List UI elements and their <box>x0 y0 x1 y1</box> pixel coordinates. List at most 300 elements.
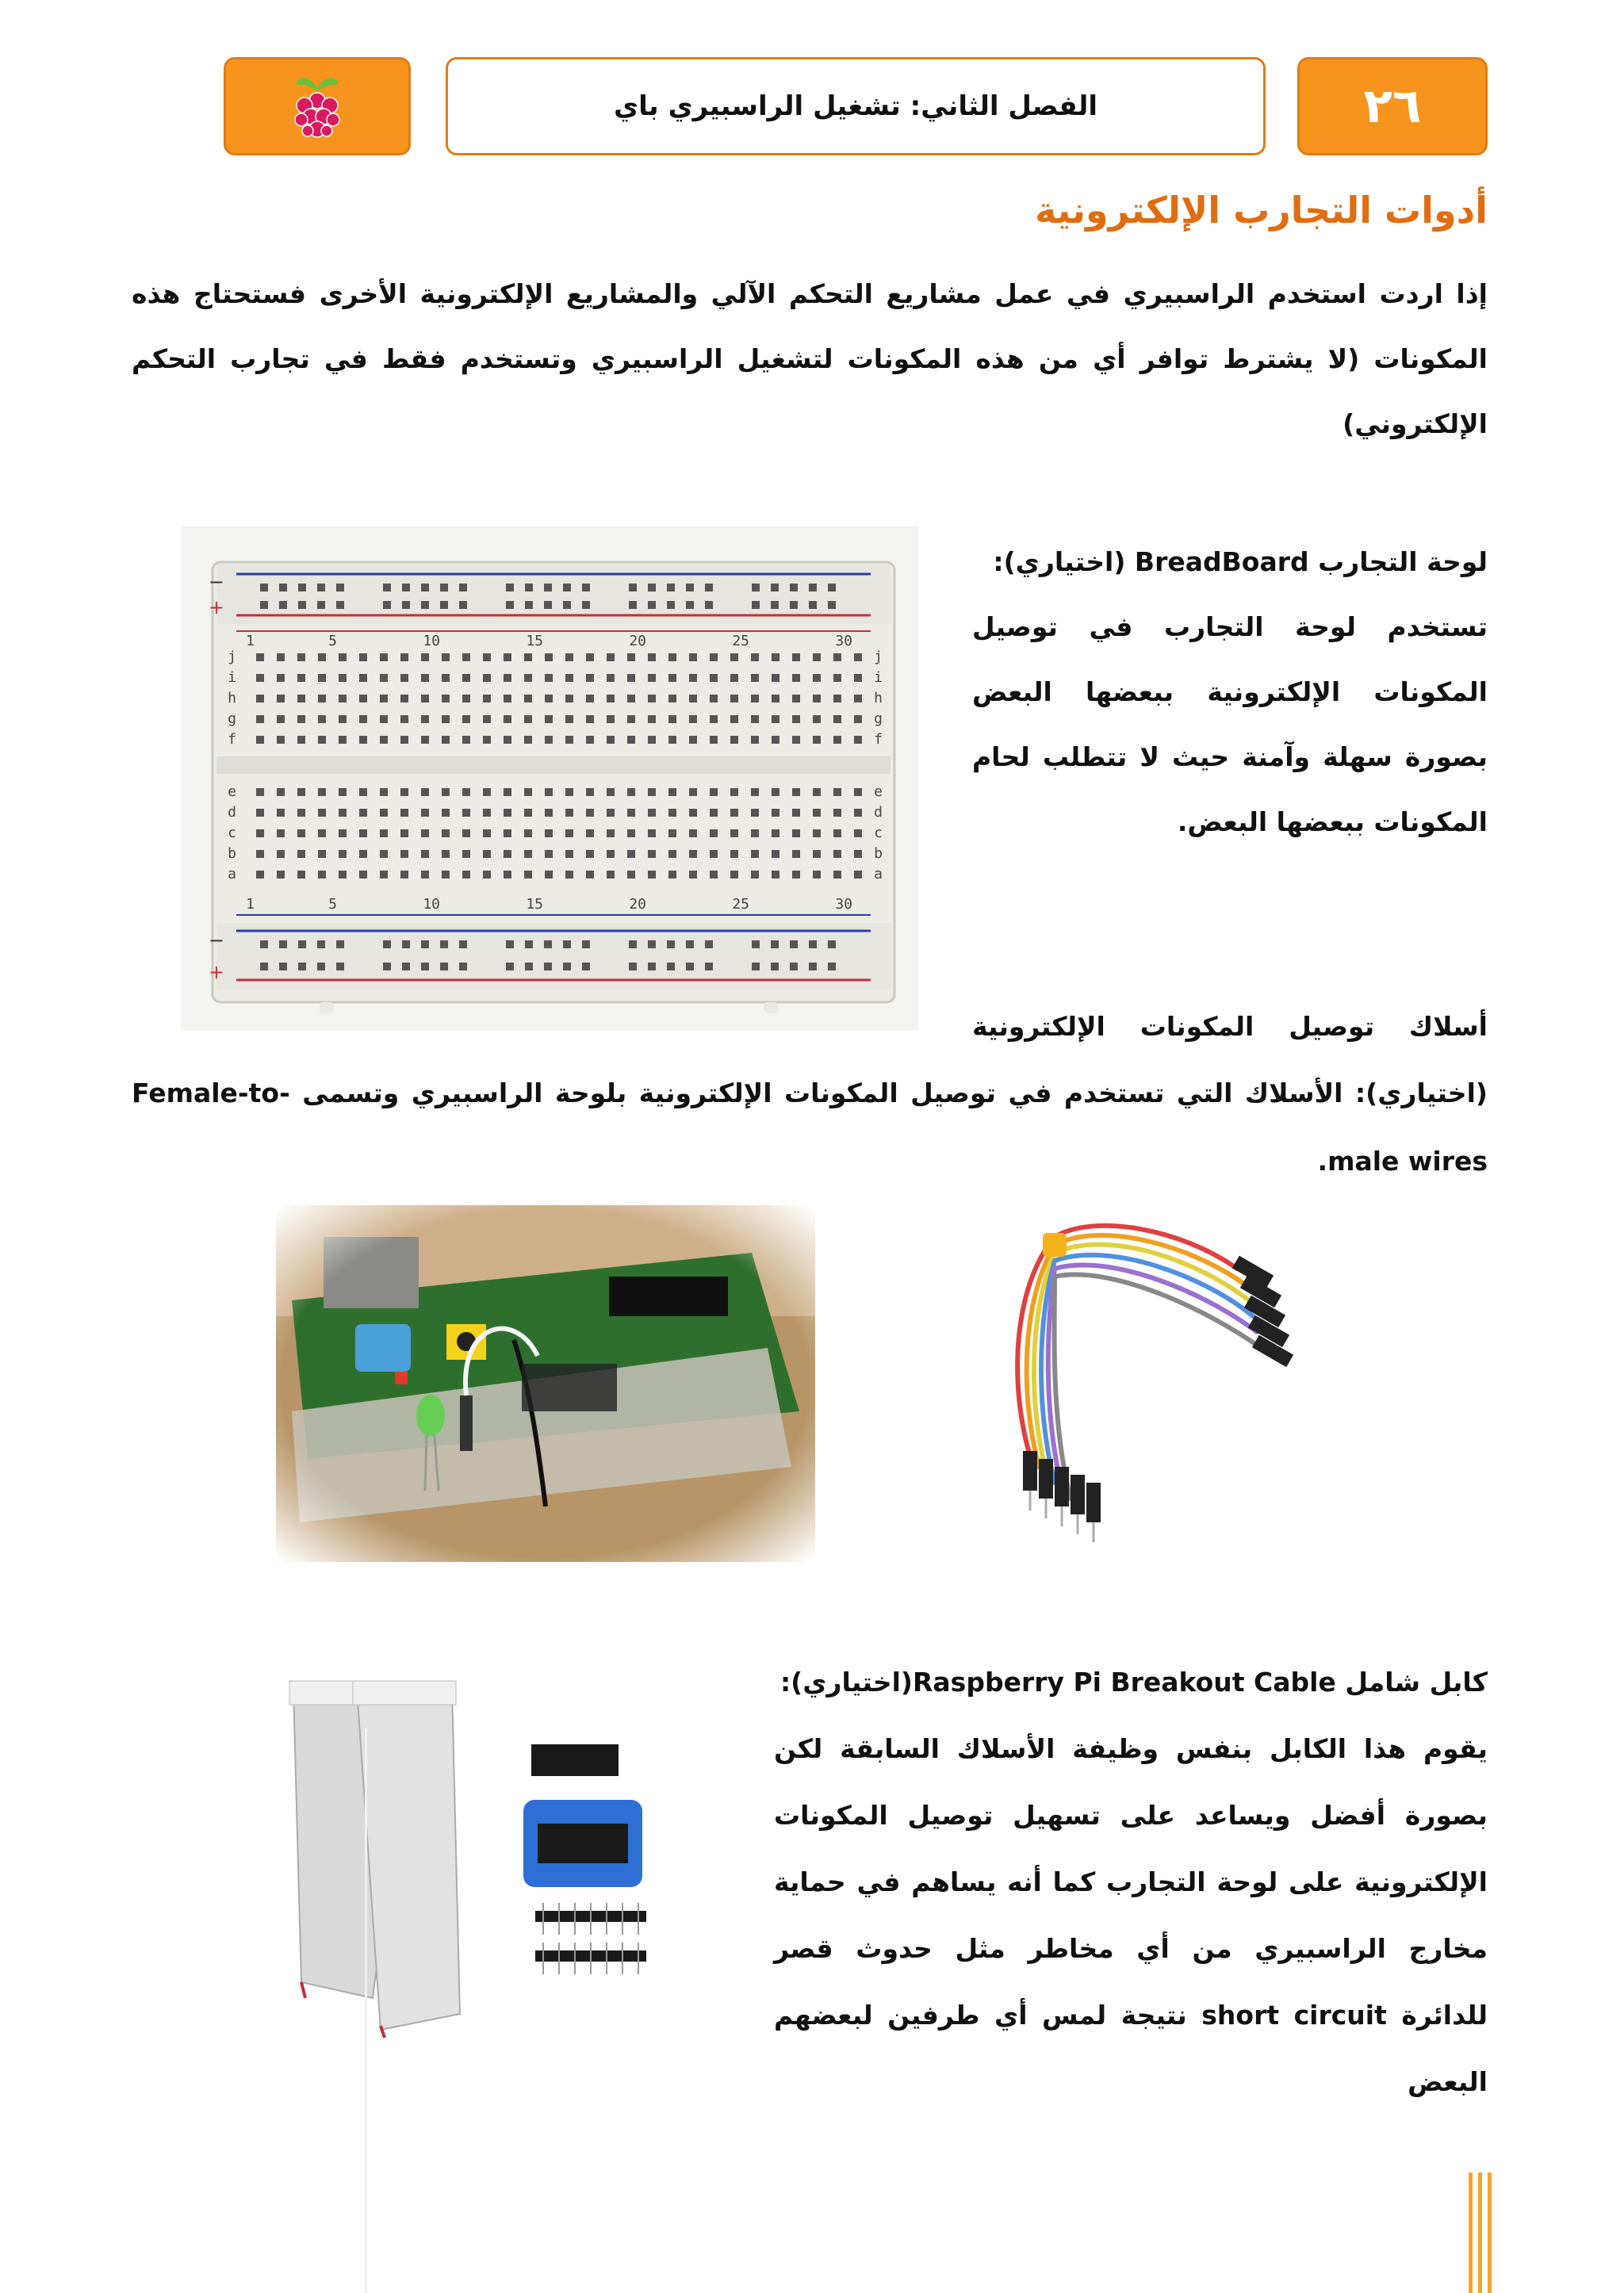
breadboard-hole <box>792 695 800 702</box>
breadboard-hole <box>504 850 511 858</box>
breadboard-hole <box>421 850 429 858</box>
breadboard-hole <box>380 829 388 837</box>
breadboard-hole <box>565 736 573 744</box>
breadboard-hole <box>383 963 391 970</box>
column-number-label: 5 <box>328 633 337 649</box>
row-letter-label: e <box>874 783 883 800</box>
breadboard-hole <box>809 601 817 609</box>
breadboard-hole <box>421 584 429 591</box>
breadboard-hole <box>627 809 635 817</box>
breadboard-hole <box>565 695 573 702</box>
breadboard-hole <box>586 674 594 682</box>
breadboard-hole <box>504 788 511 796</box>
breadboard-hole <box>318 695 326 702</box>
breadboard-hole <box>648 715 656 723</box>
breadboard-hole <box>545 788 553 796</box>
breadboard-hole <box>586 653 594 661</box>
breadboard-hole <box>751 871 759 879</box>
breadboard-hole <box>297 829 305 837</box>
breadboard-hole <box>586 809 594 817</box>
breadboard-hole <box>771 940 779 948</box>
breadboard-hole <box>792 788 800 796</box>
breadboard-hole <box>648 940 656 948</box>
breadboard-hole <box>421 736 429 744</box>
breadboard-hole <box>710 695 718 702</box>
section-title: أدوات التجارب الإلكترونية <box>1035 189 1488 232</box>
breadboard-hole <box>627 871 635 879</box>
breadboard-hole <box>504 695 511 702</box>
breadboard-hole <box>525 940 533 948</box>
breadboard-hole <box>648 601 656 609</box>
breadboard-hole <box>442 695 450 702</box>
breadboard-hole <box>483 829 491 837</box>
breadboard-hole <box>544 601 552 609</box>
breadboard-hole <box>525 963 533 970</box>
breadboard-hole <box>440 601 448 609</box>
breadboard-hole <box>504 829 511 837</box>
breadboard-hole <box>524 850 532 858</box>
breakout-cable-heading: كابل شامل Raspberry Pi Breakout Cable(اختياري): <box>779 1667 1488 1698</box>
column-number-label: 10 <box>423 633 440 649</box>
breadboard-hole <box>833 695 841 702</box>
wires-heading: أسلاك توصيل المكونات الإلكترونية <box>972 1011 1488 1042</box>
row-letter-label: i <box>874 669 883 686</box>
breadboard-hole <box>854 695 862 702</box>
breadboard-hole <box>790 601 798 609</box>
breadboard-hole <box>833 653 841 661</box>
breadboard-hole <box>686 601 694 609</box>
breadboard-hole <box>792 850 800 858</box>
breadboard-hole <box>751 736 759 744</box>
row-letter-label: b <box>874 845 883 862</box>
breadboard-hole <box>648 850 656 858</box>
breadboard-hole <box>648 736 656 744</box>
breadboard-hole <box>318 736 326 744</box>
breadboard-hole <box>668 653 676 661</box>
breadboard-hole <box>629 963 637 970</box>
breadboard-hole <box>544 940 552 948</box>
breadboard-hole <box>483 674 491 682</box>
breadboard-hole <box>730 695 738 702</box>
breadboard-hole <box>689 674 697 682</box>
breadboard-hole <box>380 850 388 858</box>
breadboard-hole <box>586 788 594 796</box>
breadboard-hole <box>524 871 532 879</box>
breadboard-hole <box>565 829 573 837</box>
breadboard-hole <box>792 653 800 661</box>
breadboard-hole <box>772 715 779 723</box>
deco-line-1 <box>1469 2172 1473 2293</box>
breadboard-hole <box>648 809 656 817</box>
breadboard-hole <box>730 715 738 723</box>
breadboard-hole <box>317 601 325 609</box>
breadboard-hole <box>277 850 285 858</box>
breadboard-hole <box>402 601 410 609</box>
breadboard-hole <box>828 601 836 609</box>
breadboard-hole <box>689 850 697 858</box>
breadboard-hole <box>462 736 470 744</box>
breadboard-hole <box>582 601 590 609</box>
breadboard-hole <box>809 963 817 970</box>
breadboard-hole <box>277 871 285 879</box>
breadboard-hole <box>668 674 676 682</box>
breadboard-hole <box>833 736 841 744</box>
breadboard-hole <box>710 829 718 837</box>
breadboard-hole <box>667 963 675 970</box>
breadboard-hole <box>297 850 305 858</box>
breadboard-hole <box>790 963 798 970</box>
breadboard-hole <box>277 674 285 682</box>
breadboard-hole <box>359 653 367 661</box>
breadboard-hole <box>524 715 532 723</box>
breadboard-hole <box>442 788 450 796</box>
rail-plus-label-bottom: + <box>208 961 224 983</box>
breadboard-hole <box>318 788 326 796</box>
breadboard-hole <box>297 674 305 682</box>
row-letter-label: c <box>874 825 883 841</box>
breadboard-hole <box>256 674 264 682</box>
breadboard-hole <box>298 963 306 970</box>
breadboard-hole <box>627 829 635 837</box>
breadboard-hole <box>627 695 635 702</box>
row-letter-label: e <box>228 783 236 800</box>
breadboard-hole <box>828 584 836 591</box>
breadboard-hole <box>563 601 571 609</box>
breadboard-image <box>181 526 918 1031</box>
breadboard-hole <box>586 829 594 837</box>
breadboard-hole <box>402 940 410 948</box>
breadboard-hole <box>421 809 429 817</box>
breadboard-hole <box>813 809 821 817</box>
breadboard-hole <box>442 829 450 837</box>
breadboard-hole <box>813 871 821 879</box>
breadboard-hole <box>627 788 635 796</box>
breadboard-hole <box>256 829 264 837</box>
breadboard-hole <box>854 674 862 682</box>
breadboard-hole <box>705 601 713 609</box>
breadboard-hole <box>524 653 532 661</box>
breadboard-hole <box>318 850 326 858</box>
breadboard-hole <box>792 871 800 879</box>
breadboard-hole <box>318 653 326 661</box>
breadboard-hole <box>751 788 759 796</box>
breadboard-hole <box>629 584 637 591</box>
breadboard-hole <box>317 584 325 591</box>
breadboard-hole <box>751 695 759 702</box>
breadboard-hole <box>277 715 285 723</box>
breadboard-hole <box>771 601 779 609</box>
breadboard-hole <box>459 963 467 970</box>
breadboard-hole <box>297 788 305 796</box>
breadboard-hole <box>380 674 388 682</box>
chapter-title: الفصل الثاني: تشغيل الراسبيري باي <box>446 57 1266 155</box>
breadboard-hole <box>260 940 268 948</box>
breadboard-hole <box>667 584 675 591</box>
breadboard-hole <box>813 850 821 858</box>
breadboard-hole <box>442 653 450 661</box>
breadboard-hole <box>790 584 798 591</box>
breadboard-hole <box>648 829 656 837</box>
breakout-cable-photo <box>254 1665 730 2046</box>
breadboard-hole <box>506 963 514 970</box>
breadboard-hole <box>607 674 615 682</box>
breadboard-hole <box>442 850 450 858</box>
column-number-label: 20 <box>629 633 646 649</box>
breadboard-hole <box>627 653 635 661</box>
breadboard-hole <box>524 788 532 796</box>
breadboard-hole <box>563 940 571 948</box>
breadboard-hole <box>854 736 862 744</box>
row-letter-label: f <box>874 731 883 748</box>
breadboard-hole <box>318 829 326 837</box>
breadboard-hole <box>607 695 615 702</box>
breadboard-hole <box>524 674 532 682</box>
row-letter-label: b <box>228 845 236 862</box>
breadboard-hole <box>402 963 410 970</box>
row-letter-label: g <box>228 710 236 727</box>
breadboard-hole <box>648 653 656 661</box>
breadboard-hole <box>752 963 760 970</box>
breadboard-hole <box>440 940 448 948</box>
breadboard-hole <box>792 829 800 837</box>
breadboard-hole <box>277 653 285 661</box>
breadboard-hole <box>772 695 779 702</box>
breadboard-hole <box>524 736 532 744</box>
breadboard-hole <box>421 940 429 948</box>
breadboard-hole <box>462 653 470 661</box>
breadboard-hole <box>483 736 491 744</box>
breakout-cable-body: يقوم هذا الكابل بنفس وظيفة الأسلاك السابقة لكن بصورة أفضل ويساعد على تسهيل توصيل المكونات الإلكترونية على لوحة التجارب كما أنه يساهم في حماية مخارج الراسبيري من أي مخاطر مثل حدوث قصر للدائرة short circuit نتيجة لمس أي طرفين لبعضهم البعض <box>774 1733 1488 2097</box>
breadboard-hole <box>586 736 594 744</box>
column-number-label: 15 <box>526 633 543 649</box>
breadboard-hole <box>627 850 635 858</box>
breadboard-hole <box>256 695 264 702</box>
breadboard-hole <box>400 788 408 796</box>
breadboard-hole <box>421 715 429 723</box>
breadboard-hole <box>359 695 367 702</box>
breadboard-hole <box>582 584 590 591</box>
page-number: ٢٦ <box>1297 57 1488 155</box>
breadboard-hole <box>277 695 285 702</box>
breadboard-hole <box>359 674 367 682</box>
breadboard-hole <box>483 715 491 723</box>
breadboard-hole <box>751 674 759 682</box>
breadboard-hole <box>442 809 450 817</box>
breadboard-hole <box>383 940 391 948</box>
breadboard-hole <box>462 809 470 817</box>
breadboard-hole <box>668 695 676 702</box>
breadboard-hole <box>297 736 305 744</box>
breadboard-hole <box>317 940 325 948</box>
breadboard-hole <box>524 809 532 817</box>
breadboard-hole <box>586 871 594 879</box>
breadboard-hole <box>854 715 862 723</box>
row-letter-label: g <box>874 710 883 727</box>
breadboard-hole <box>440 963 448 970</box>
breadboard-hole <box>668 736 676 744</box>
breadboard-hole <box>689 788 697 796</box>
breadboard-hole <box>751 850 759 858</box>
breadboard-hole <box>339 809 347 817</box>
breadboard-hole <box>607 736 615 744</box>
breadboard-hole <box>730 736 738 744</box>
row-letter-label: j <box>874 649 883 665</box>
breadboard-hole <box>627 736 635 744</box>
breadboard-hole <box>790 940 798 948</box>
breadboard-hole <box>772 674 779 682</box>
breadboard-hole <box>607 871 615 879</box>
breadboard-hole <box>506 940 514 948</box>
breadboard-hole <box>359 715 367 723</box>
breadboard-hole <box>563 584 571 591</box>
row-letter-label: a <box>874 866 883 882</box>
breadboard-hole <box>279 584 287 591</box>
breadboard-hole <box>359 871 367 879</box>
breadboard-hole <box>318 871 326 879</box>
breadboard-hole <box>730 850 738 858</box>
breadboard-hole <box>504 871 511 879</box>
breadboard-hole <box>854 871 862 879</box>
breadboard-hole <box>462 695 470 702</box>
breadboard-hole <box>828 940 836 948</box>
breadboard-hole <box>833 829 841 837</box>
breadboard-hole <box>359 829 367 837</box>
breadboard-hole <box>586 850 594 858</box>
breadboard-hole <box>607 809 615 817</box>
breadboard-hole <box>751 653 759 661</box>
breadboard-hole <box>582 940 590 948</box>
breadboard-hole <box>442 736 450 744</box>
breadboard-hole <box>833 850 841 858</box>
breadboard-hole <box>279 963 287 970</box>
breadboard-hole <box>648 695 656 702</box>
breadboard-hole <box>260 584 268 591</box>
breadboard-hole <box>298 601 306 609</box>
breadboard-hole <box>504 653 511 661</box>
breadboard-hole <box>421 829 429 837</box>
breadboard-hole <box>751 809 759 817</box>
breadboard-hole <box>297 695 305 702</box>
logo-box <box>224 57 411 155</box>
breadboard-hole <box>544 584 552 591</box>
breadboard-hole <box>565 850 573 858</box>
deco-line-3 <box>1488 2172 1492 2293</box>
breadboard-hole <box>586 695 594 702</box>
breadboard-hole <box>277 736 285 744</box>
breadboard-hole <box>256 809 264 817</box>
breadboard-hole <box>545 871 553 879</box>
breadboard-hole <box>752 584 760 591</box>
breadboard-hole <box>256 736 264 744</box>
breadboard-hole <box>582 963 590 970</box>
breadboard-hole <box>710 788 718 796</box>
row-letter-label: j <box>228 649 236 665</box>
breadboard-hole <box>339 715 347 723</box>
breadboard-hole <box>421 653 429 661</box>
breadboard-hole <box>565 871 573 879</box>
column-number-label: 30 <box>835 896 852 913</box>
breadboard-hole <box>400 653 408 661</box>
breadboard-hole <box>792 715 800 723</box>
breadboard-hole <box>504 674 511 682</box>
breadboard-hole <box>545 715 553 723</box>
breadboard-hole <box>833 715 841 723</box>
breadboard-hole <box>506 601 514 609</box>
raspberry-pi-logo-icon <box>285 71 349 142</box>
breadboard-hole <box>256 788 264 796</box>
breadboard-hole <box>380 736 388 744</box>
breadboard-hole <box>828 963 836 970</box>
breadboard-hole <box>586 715 594 723</box>
breadboard-hole <box>772 871 779 879</box>
column-number-label: 15 <box>526 896 543 913</box>
breadboard-hole <box>359 809 367 817</box>
breadboard-hole <box>277 788 285 796</box>
breadboard-hole <box>504 809 511 817</box>
breadboard-hole <box>545 736 553 744</box>
breadboard-hole <box>383 584 391 591</box>
breadboard-hole <box>400 809 408 817</box>
breadboard-hole <box>627 715 635 723</box>
breadboard-hole <box>339 829 347 837</box>
breadboard-description <box>972 530 1488 855</box>
breadboard-hole <box>629 940 637 948</box>
breadboard-hole <box>730 809 738 817</box>
breadboard-hole <box>400 736 408 744</box>
breadboard-hole <box>256 715 264 723</box>
breadboard-hole <box>421 963 429 970</box>
breadboard-hole <box>359 736 367 744</box>
breadboard-hole <box>359 850 367 858</box>
column-number-label: 1 <box>246 896 255 913</box>
breadboard-hole <box>544 963 552 970</box>
breadboard-hole <box>686 584 694 591</box>
breadboard-hole <box>833 788 841 796</box>
breadboard-hole <box>400 695 408 702</box>
breadboard-hole <box>297 715 305 723</box>
breadboard-hole <box>380 695 388 702</box>
breadboard-hole <box>730 788 738 796</box>
breadboard-hole <box>440 584 448 591</box>
breadboard-hole <box>279 940 287 948</box>
wires-body: (اختياري): الأسلاك التي تستخدم في توصيل المكونات الإلكترونية بلوحة الراسبيري وتسمى Female-to-male wires. <box>132 1078 1488 1177</box>
breadboard-hole <box>524 695 532 702</box>
breadboard-hole <box>648 674 656 682</box>
breadboard-hole <box>752 601 760 609</box>
breadboard-hole <box>297 809 305 817</box>
breadboard-hole <box>421 788 429 796</box>
breadboard-hole <box>380 788 388 796</box>
breadboard-hole <box>318 715 326 723</box>
breadboard-hole <box>380 871 388 879</box>
breadboard-hole <box>710 809 718 817</box>
breadboard-hole <box>771 584 779 591</box>
breadboard-hole <box>256 653 264 661</box>
breadboard-hole <box>336 584 344 591</box>
breadboard-hole <box>710 653 718 661</box>
breadboard-hole <box>607 788 615 796</box>
column-number-label: 25 <box>732 896 749 913</box>
breadboard-hole <box>545 674 553 682</box>
breadboard-hole <box>279 601 287 609</box>
breadboard-hole <box>648 963 656 970</box>
column-number-label: 5 <box>328 896 337 913</box>
breadboard-hole <box>400 674 408 682</box>
breadboard-hole <box>380 653 388 661</box>
breadboard-hole <box>339 871 347 879</box>
breadboard-hole <box>772 809 779 817</box>
faint-divider <box>365 1728 367 2293</box>
